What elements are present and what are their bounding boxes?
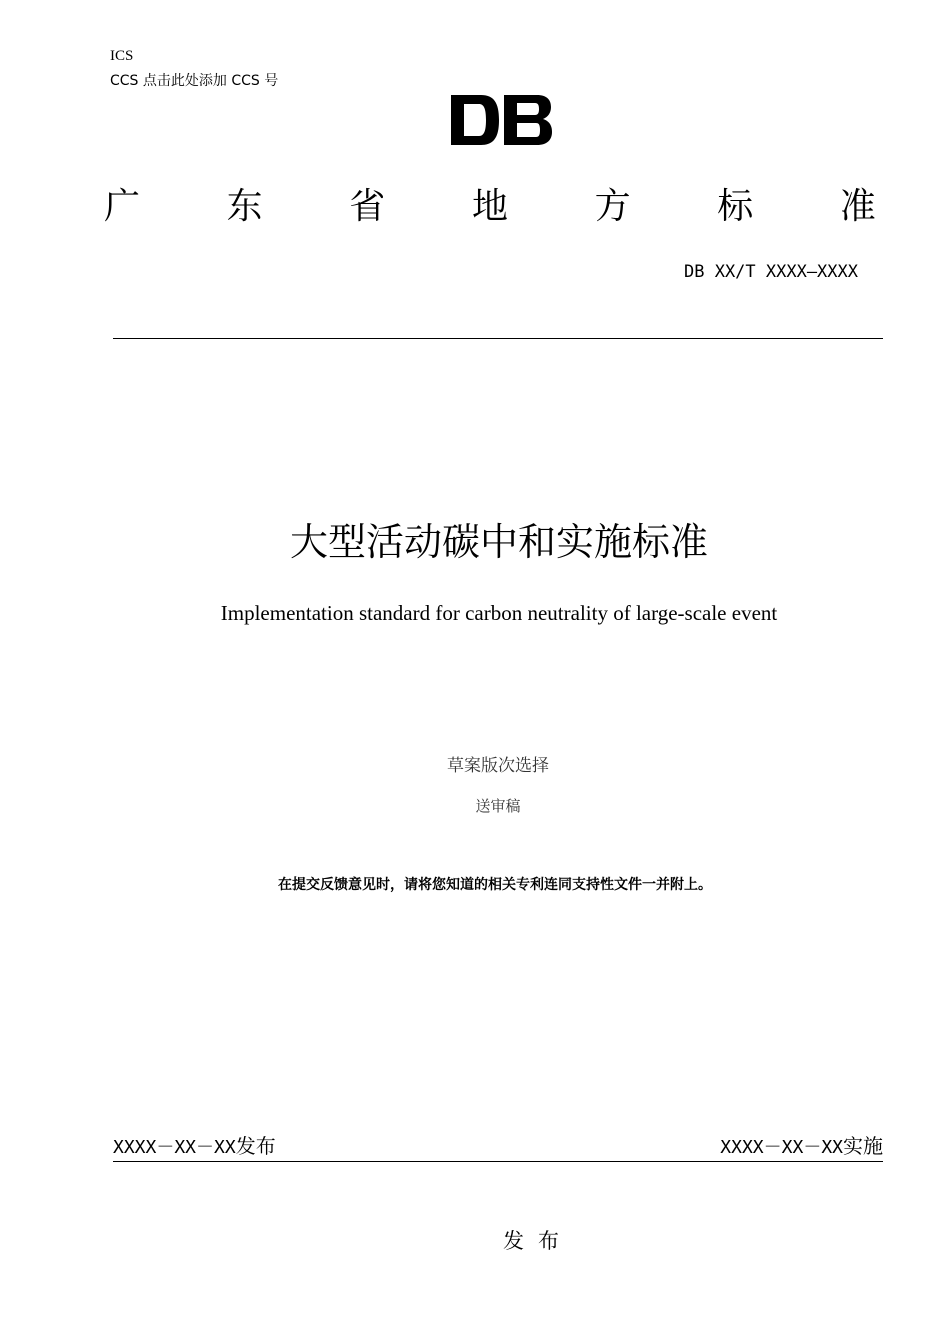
title-english: Implementation standard for carbon neutrality of large-scale event: [220, 601, 778, 625]
draft-version-label[interactable]: 草案版次选择: [447, 756, 549, 776]
standard-type-char: 省: [349, 186, 386, 227]
publisher-line: 发布: [503, 1229, 573, 1253]
draft-version-value[interactable]: 送审稿: [475, 797, 521, 815]
implementation-date-word: 实施: [843, 1134, 883, 1158]
issue-date-value: XXXX－XX－XX: [113, 1137, 236, 1158]
ccs-code[interactable]: CCS 点击此处添加 CCS 号: [110, 73, 279, 89]
standard-type-char: 准: [839, 186, 876, 227]
standard-type-char: 广: [103, 186, 140, 227]
bottom-divider: [113, 1161, 883, 1162]
issue-date-word: 发布: [235, 1134, 276, 1158]
standard-number: DB XX/T XXXX—XXXX: [684, 262, 858, 282]
issue-date: [113, 1134, 276, 1160]
ics-code: ICS: [110, 48, 134, 64]
standard-type-char: 标: [717, 186, 754, 227]
standard-type-char: 方: [594, 186, 631, 227]
standard-type-char: 地: [471, 186, 508, 227]
title-chinese: 大型活动碳中和实施标准: [289, 520, 708, 564]
db-logo: [451, 95, 552, 145]
standard-type-heading: [100, 183, 880, 231]
standard-type-char: 东: [226, 186, 263, 227]
db-logo-letter-d: [451, 95, 499, 145]
top-divider: [113, 338, 883, 339]
implementation-date-value: XXXX－XX－XX: [720, 1137, 843, 1158]
db-logo-letter-b: [504, 95, 552, 145]
implementation-date: [720, 1134, 883, 1160]
patent-notice: 在提交反馈意见时，请将您知道的相关专利连同支持性文件一并附上。: [278, 877, 712, 893]
